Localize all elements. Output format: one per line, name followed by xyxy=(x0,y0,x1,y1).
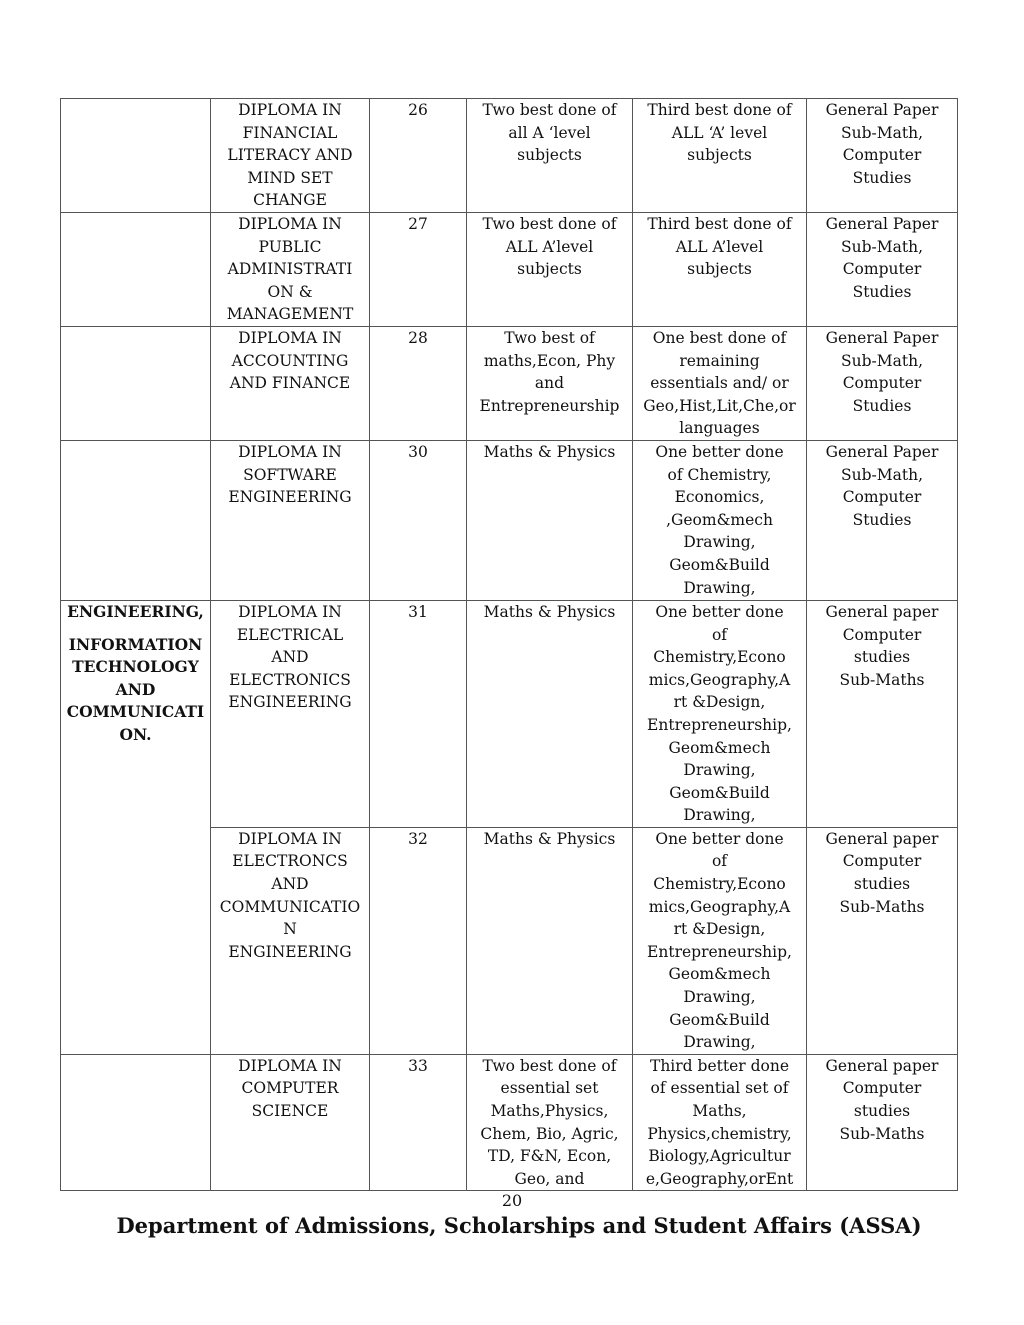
table-row xyxy=(61,212,958,326)
essential-subjects: Two best done of all A ‘level subjects xyxy=(482,101,617,165)
program-code: 32 xyxy=(408,829,428,848)
faculty-line: TECHNOLOGY xyxy=(72,657,199,677)
essential-subjects: Maths & Physics xyxy=(483,442,616,461)
program-cell xyxy=(211,212,370,326)
program-cell xyxy=(211,440,370,600)
relevant-cell xyxy=(633,99,807,213)
essential-subjects: Maths & Physics xyxy=(483,602,616,621)
relevant-cell xyxy=(633,326,807,440)
program-cell xyxy=(211,1054,370,1191)
relevant-cell xyxy=(633,440,807,600)
faculty-cell xyxy=(61,440,211,600)
relevant-subjects: Third best done of ALL A’level subjects xyxy=(647,214,792,279)
relevant-subjects: One better done of Chemistry, Economics, ,Geom&mech Drawing, Geom&Build Drawing, xyxy=(655,442,784,597)
essential-cell xyxy=(467,326,633,440)
faculty-cell xyxy=(61,326,211,440)
desirable-subjects: General paper Computer studies Sub-Maths xyxy=(825,602,939,689)
essential-cell xyxy=(467,440,633,600)
program-code: 30 xyxy=(408,442,428,461)
desirable-subjects: General paper Computer studies Sub-Maths xyxy=(825,1056,939,1143)
desirable-subjects: General paper Computer studies Sub-Maths xyxy=(825,829,939,916)
faculty-cell xyxy=(61,212,211,326)
program-name: DIPLOMA IN ACCOUNTING AND FINANCE xyxy=(229,328,351,393)
desirable-cell xyxy=(807,326,958,440)
relevant-subjects: One better done of Chemistry,Econo mics,Geography,A rt &Design, Entrepreneurship, Geom&mech Drawing, Geom&Build Drawing, xyxy=(647,829,792,1052)
relevant-subjects: One better done of Chemistry,Econo mics,Geography,A rt &Design, Entrepreneurship, Geom&mech Drawing, Geom&Build Drawing, xyxy=(647,602,792,825)
desirable-cell xyxy=(807,1054,958,1191)
table-row xyxy=(61,1054,958,1191)
faculty-line: COMMUNICATI xyxy=(66,702,205,722)
footer-title: Department of Admissions, Scholarships and Student Affairs (ASSA) xyxy=(116,1213,922,1238)
desirable-cell xyxy=(807,600,958,827)
essential-cell xyxy=(467,827,633,1054)
desirable-cell xyxy=(807,212,958,326)
relevant-cell xyxy=(633,600,807,827)
program-code: 31 xyxy=(408,602,428,621)
essential-subjects: Two best done of ALL A’level subjects xyxy=(482,214,617,279)
program-code: 26 xyxy=(408,101,428,119)
faculty-line: ON. xyxy=(119,724,152,744)
program-name: DIPLOMA IN PUBLIC ADMINISTRATI ON & MANAGEMENT xyxy=(226,214,354,324)
program-cell xyxy=(211,600,370,827)
desirable-subjects: General Paper Sub-Math, Computer Studies xyxy=(825,328,939,415)
program-name: DIPLOMA IN SOFTWARE ENGINEERING xyxy=(228,442,352,507)
faculty-cell xyxy=(61,99,211,213)
relevant-cell xyxy=(633,1054,807,1191)
requirements-table xyxy=(60,98,958,1191)
desirable-subjects: General Paper Sub-Math, Computer Studies xyxy=(825,214,939,301)
program-name: DIPLOMA IN FINANCIAL LITERACY AND MIND SET CHANGE xyxy=(227,101,353,210)
table-row xyxy=(61,99,958,213)
code-cell xyxy=(370,440,467,600)
faculty-line: AND xyxy=(115,679,156,699)
code-cell xyxy=(370,600,467,827)
desirable-cell xyxy=(807,99,958,213)
program-code: 33 xyxy=(408,1056,428,1075)
relevant-cell xyxy=(633,827,807,1054)
faculty-line: ENGINEERING, xyxy=(67,601,204,621)
program-name: DIPLOMA IN COMPUTER SCIENCE xyxy=(238,1056,342,1120)
relevant-subjects: Third best done of ALL ‘A’ level subjects xyxy=(647,101,792,165)
program-code: 27 xyxy=(408,214,428,233)
relevant-subjects: One best done of remaining essentials and/ or Geo,Hist,Lit,Che,or languages xyxy=(643,328,796,438)
desirable-subjects: General Paper Sub-Math, Computer Studies xyxy=(825,442,939,529)
program-name: DIPLOMA IN ELECTRICAL AND ELECTRONICS ENGINEERING xyxy=(228,602,352,712)
table-row xyxy=(61,440,958,600)
essential-cell xyxy=(467,212,633,326)
relevant-cell xyxy=(633,212,807,326)
essential-cell xyxy=(467,600,633,827)
essential-subjects: Two best of maths,Econ, Phy and Entrepreneurship xyxy=(479,328,620,415)
program-cell xyxy=(211,99,370,213)
table-row xyxy=(61,600,958,827)
relevant-subjects: Third better done of essential set of Maths, Physics,chemistry, Biology,Agricultur e,Geography,orEnt xyxy=(645,1056,794,1188)
program-code: 28 xyxy=(408,328,428,347)
code-cell xyxy=(370,99,467,213)
faculty-line: INFORMATION xyxy=(68,634,203,654)
code-cell xyxy=(370,212,467,326)
code-cell xyxy=(370,827,467,1054)
faculty-cell xyxy=(61,1054,211,1191)
code-cell xyxy=(370,326,467,440)
faculty-label-cell xyxy=(61,600,211,1054)
program-cell xyxy=(211,326,370,440)
program-cell xyxy=(211,827,370,1054)
essential-subjects: Two best done of essential set Maths,Physics, Chem, Bio, Agric, TD, F&N, Econ, Geo, and xyxy=(480,1056,619,1188)
essential-cell xyxy=(467,99,633,213)
code-cell xyxy=(370,1054,467,1191)
desirable-subjects: General Paper Sub-Math, Computer Studies xyxy=(825,101,939,187)
page-number: 20 xyxy=(501,1191,523,1210)
essential-subjects: Maths & Physics xyxy=(483,829,616,848)
desirable-cell xyxy=(807,440,958,600)
table-row xyxy=(61,326,958,440)
program-name: DIPLOMA IN ELECTRONCS AND COMMUNICATIO N ENGINEERING xyxy=(219,829,361,961)
essential-cell xyxy=(467,1054,633,1191)
desirable-cell xyxy=(807,827,958,1054)
